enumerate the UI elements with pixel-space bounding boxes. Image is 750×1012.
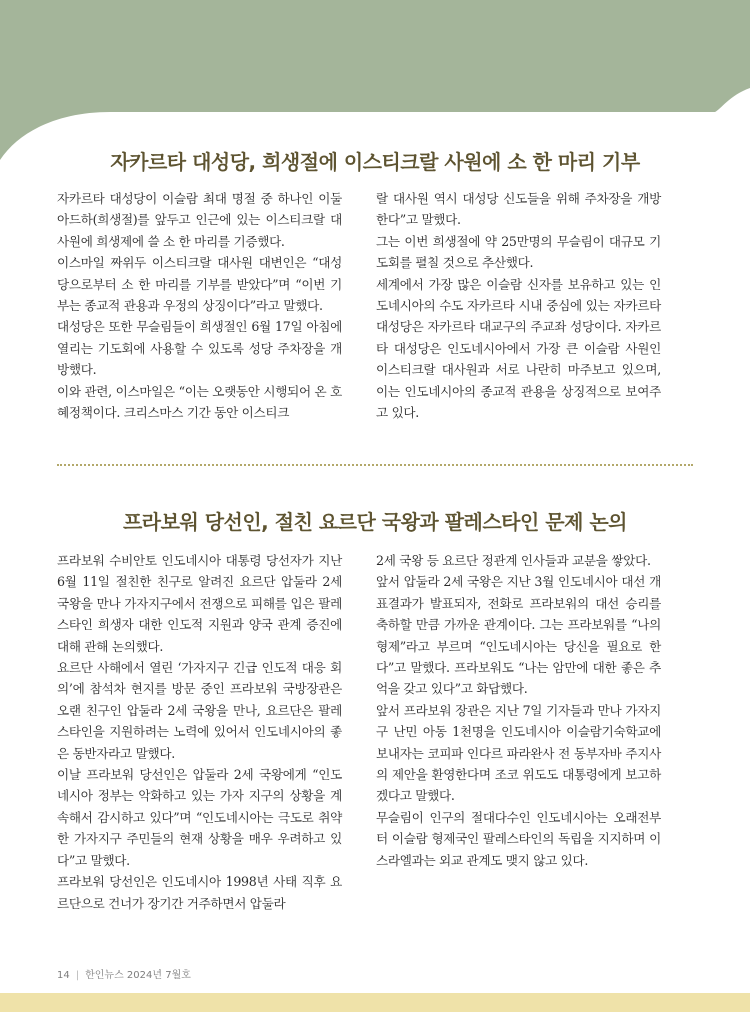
paragraph: 요르단 사해에서 열린 ‘가자지구 긴급 인도적 대응 회의’에 참석차 현지를 방문 중인 프라보워 국방장관은 오랜 친구인 압둘라 2세 국왕을 만나, 요르단은 팔레스타인을 지원하려는 노력에 있어서 인도네시아의 좋은 동반자라고 말했다. [57, 660, 342, 761]
article-1-right-column [376, 188, 661, 423]
paragraph: 이스마일 짜위두 이스티크랄 대사원 대변인은 “대성당으로부터 소 한 마리를 기부를 받았다”며 “이번 기부는 종교적 관용과 우정의 상징이다”라고 말했다. [57, 255, 342, 314]
paragraph: 프라보워 당선인은 인도네시아 1998년 사태 직후 요르단으로 건너가 장기간 거주하면서 압둘라 [57, 874, 342, 911]
publication-name: 한인뉴스 2024년 7월호 [85, 970, 191, 981]
paragraph: 그는 이번 희생절에 약 25만명의 무슬림이 대규모 기도회를 펼칠 것으로 추산했다. [376, 233, 661, 271]
paragraph: 2세 국왕 등 요르단 정관계 인사들과 교분을 쌓았다. [376, 553, 651, 568]
paragraph: 자카르타 대성당이 이슬람 최대 명절 중 하나인 이둘아드하(희생절)를 앞두고 인근에 있는 이스티크랄 대사원에 희생제에 쓸 소 한 마리를 기증했다. [57, 191, 342, 249]
paragraph: 세계에서 가장 많은 이슬람 신자를 보유하고 있는 인도네시아의 수도 자카르타 시내 중심에 있는 자카르타 대성당은 자카르타 대교구의 주교좌 성당이다. 자카르타 대성당은 인도네시아에서 가장 큰 이슬람 사원인 이스티크랄 대사원과 서로 나란히 마주보고 있으며, 이는 인도네시아의 종교적 관용을 상징적으로 보여주고 있다. [376, 276, 661, 421]
paragraph: 대성당은 또한 무슬림들이 희생절인 6월 17일 아침에 열리는 기도회에 사용할 수 있도록 성당 주차장을 개방했다. [57, 319, 342, 378]
footer-separator: | [75, 970, 80, 981]
paragraph: 무슬림이 인구의 절대다수인 인도네시아는 오래전부터 이슬람 형제국인 팔레스타인의 독립을 지지하며 이스라엘과는 외교 관계도 맺지 않고 있다. [376, 809, 661, 868]
page-footer [57, 966, 191, 981]
green-band-shape [0, 0, 750, 160]
article-1-title: 자카르타 대성당, 희생절에 이스티크랄 사원에 소 한 마리 기부 [110, 150, 640, 174]
paragraph: 앞서 압둘라 2세 국왕은 지난 3월 인도네시아 대선 개표결과가 발표되자, 전화로 프라보워의 대선 승리를 축하할 만큼 가까운 관계이다. 그는 프라보워를 “나의 형제”라고 부르며 “인도네시아는 당신을 필요로 한다”고 말했다. 프라보워도 “나는 암만에 대한 좋은 추억을 갖고 있다”고 화답했다. [376, 574, 661, 697]
article-1-left-column [57, 188, 342, 423]
background-green-band [0, 0, 750, 170]
page-number: 14 [57, 970, 70, 981]
article-2-left-column [57, 550, 342, 914]
paragraph: 앞서 프라보워 장관은 지난 7일 기자들과 만나 가자지구 난민 아동 1천명을 인도네시아 이슬람기숙학교에 보내자는 코피파 인다르 파라완사 전 동부자바 주지사의 제안을 환영한다며 조코 위도도 대통령에게 보고하겠다고 말했다. [376, 702, 661, 804]
bottom-color-band [0, 993, 750, 1012]
article-2-right-column [376, 550, 661, 871]
paragraph: 이와 관련, 이스마일은 “이는 오랫동안 시행되어 온 호혜정책이다. 크리스마스 기간 동안 이스티크 [57, 383, 342, 421]
article-divider [57, 464, 693, 466]
article-2-title: 프라보워 당선인, 절친 요르단 국왕과 팔레스타인 문제 논의 [122, 510, 628, 534]
paragraph: 랄 대사원 역시 대성당 신도들을 위해 주차장을 개방한다”고 말했다. [376, 191, 661, 228]
paragraph: 프라보워 수비안토 인도네시아 대통령 당선자가 지난 6월 11일 절친한 친구로 알려진 요르단 압둘라 2세 국왕을 만나 가자지구에서 전쟁으로 피해를 입은 팔레스타인 희생자 대한 인도적 지원과 양국 관계 증진에 대해 관해 논의했다. [57, 553, 342, 654]
paragraph: 이날 프라보워 당선인은 압둘라 2세 국왕에게 “인도네시아 정부는 악화하고 있는 가자 지구의 상황을 계속해서 감시하고 있다”며 “인도네시아는 극도로 취약한 가자지구 주민들의 현재 상황을 매우 우려하고 있다”고 말했다. [57, 767, 342, 868]
